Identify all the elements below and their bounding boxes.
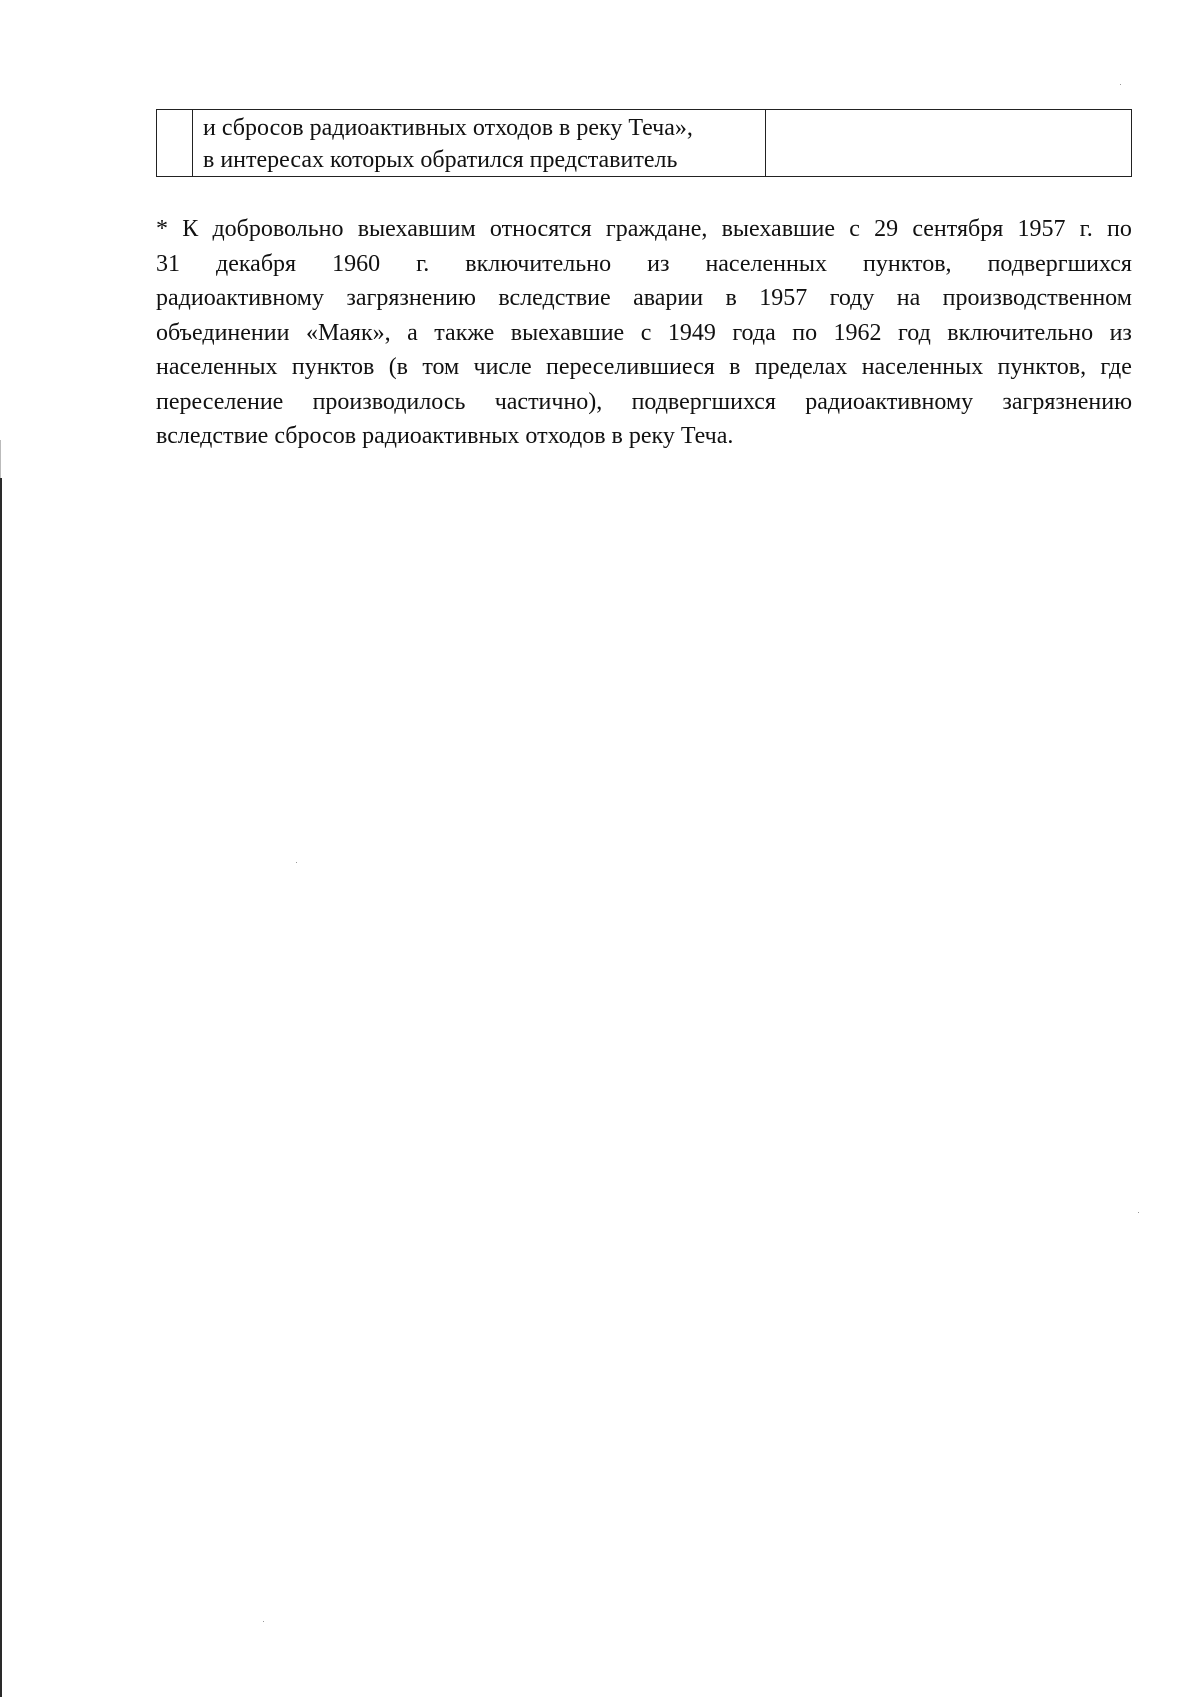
- scan-speck: [1138, 1212, 1139, 1213]
- footnote-word: 29: [874, 216, 899, 242]
- footnote-line-1: [156, 212, 1132, 247]
- row-value-cell: [766, 110, 1132, 177]
- footnote-word: 1960: [332, 250, 381, 277]
- footnote-word: в: [725, 285, 737, 311]
- scan-edge-artifact: [0, 440, 1, 478]
- row-text-line-1: и сбросов радиоактивных отходов в реку Теча»,: [203, 115, 693, 141]
- footnote-line-5: [156, 350, 1132, 385]
- footnote-word: выехавшие: [721, 216, 836, 242]
- footnote-word: переселившиеся: [546, 354, 715, 380]
- footnote-word: из: [647, 250, 670, 277]
- footnote-word: загрязнению: [1002, 388, 1132, 415]
- footnote-word: на: [896, 285, 921, 311]
- footnote-word: населенных: [156, 354, 278, 380]
- footnote-word: населенных: [705, 250, 827, 277]
- footnote-word: сентября: [912, 216, 1004, 242]
- scan-edge-line: [0, 478, 2, 1697]
- footnote-word: производственном: [942, 285, 1132, 311]
- footnote-line-2: [156, 247, 1132, 282]
- footnote-word: также: [434, 319, 495, 346]
- footnote-word: пунктов,: [997, 354, 1087, 380]
- footnote-word: по: [1107, 216, 1132, 242]
- footnote-word: по: [792, 319, 818, 346]
- footnote-word: производилось: [312, 388, 466, 415]
- footnote-word: г.: [416, 250, 430, 277]
- footnote-line-6: [156, 385, 1132, 420]
- footnote-word: пунктов,: [863, 250, 952, 277]
- footnote-line-7: вследствие сбросов радиоактивных отходов в реку Теча.: [156, 423, 734, 449]
- footnote-word: включительно: [465, 250, 612, 277]
- footnote-word: выехавшим: [357, 216, 476, 242]
- footnote-word: декабря: [216, 250, 297, 277]
- footnote-word: граждане,: [605, 216, 708, 242]
- footnote-word: (в: [388, 354, 409, 380]
- footnote-word: а: [407, 319, 418, 346]
- footnote-word: года: [732, 319, 776, 346]
- row-text-line-2: в интересах которых обратился представитель: [203, 147, 678, 173]
- scan-speck: [1120, 84, 1121, 85]
- footnote-word: подвергшихся: [631, 388, 776, 415]
- footnote-word: радиоактивному: [805, 388, 974, 415]
- footnote-word: где: [1100, 354, 1132, 380]
- footnote-word: г.: [1079, 216, 1093, 242]
- footnote-line-4: [156, 316, 1132, 351]
- footnote-word: объединении: [156, 319, 290, 346]
- footnote-word: год: [898, 319, 931, 346]
- footnote-word: *: [156, 216, 168, 242]
- footnote-word: 1962: [833, 319, 882, 346]
- footnote-word: переселение: [156, 388, 284, 415]
- footnote-word: подвергшихся: [987, 250, 1132, 277]
- footnote-word: пределах: [754, 354, 848, 380]
- footnote-line-3: [156, 281, 1132, 316]
- table-row: [157, 110, 1132, 177]
- footnote-word: в: [729, 354, 741, 380]
- footnote-word: числе: [473, 354, 532, 380]
- footnote-word: с: [849, 216, 860, 242]
- footnote-word: 31: [156, 250, 180, 277]
- footnote-word: добровольно: [212, 216, 344, 242]
- footnote-word: с: [640, 319, 652, 346]
- row-text-cell: [193, 110, 766, 177]
- scan-speck: [263, 1621, 264, 1622]
- footnote-word: населенных: [861, 354, 984, 380]
- footnote-word: К: [182, 216, 199, 242]
- continuation-table: [156, 109, 1132, 177]
- footnote-word: 1949: [667, 319, 716, 346]
- footnote-word: пунктов: [291, 354, 375, 380]
- scan-speck: [296, 862, 297, 863]
- footnote-word: 1957: [759, 285, 808, 311]
- row-number-cell: [157, 110, 193, 177]
- footnote-word: аварии: [633, 285, 704, 311]
- footnote-word: вследствие: [498, 285, 611, 311]
- footnote-word: выехавшие: [510, 319, 625, 346]
- footnote-word: включительно: [947, 319, 1094, 346]
- footnote: [156, 212, 1132, 454]
- footnote-word: году: [829, 285, 875, 311]
- footnote-word: загрязнению: [346, 285, 476, 311]
- footnote-word: том: [422, 354, 460, 380]
- footnote-word: радиоактивному: [156, 285, 324, 311]
- footnote-word: из: [1109, 319, 1132, 346]
- footnote-word: относятся: [489, 216, 592, 242]
- footnote-word: «Маяк»,: [305, 319, 391, 346]
- footnote-word: 1957: [1017, 216, 1066, 242]
- footnote-word: частично),: [494, 388, 603, 415]
